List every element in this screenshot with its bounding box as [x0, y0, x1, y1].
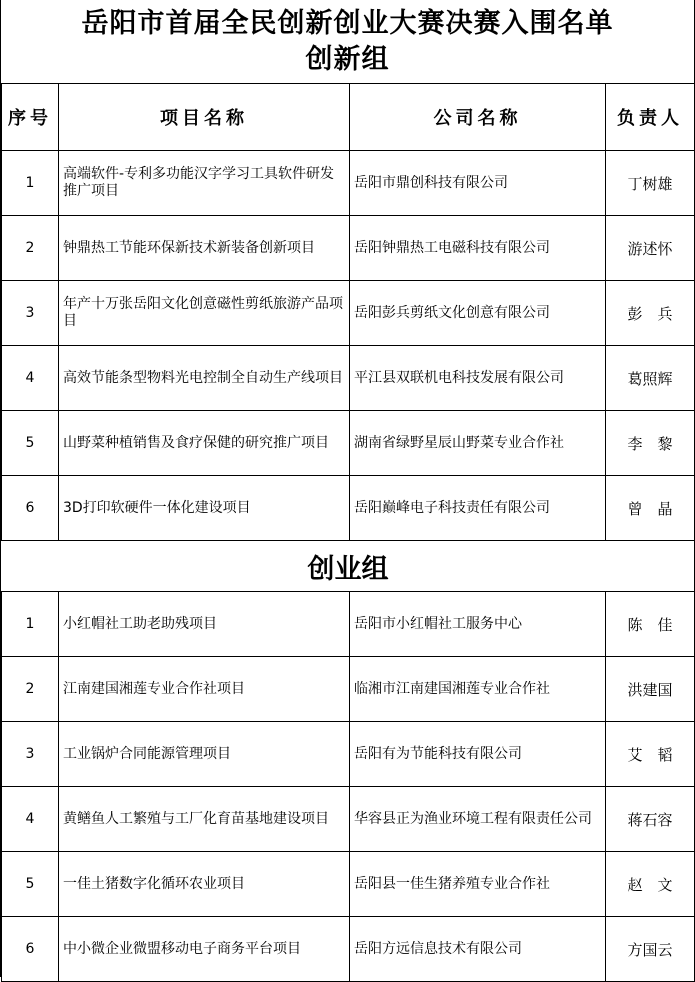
row-company: 岳阳巅峰电子科技责任有限公司 [350, 476, 606, 541]
row-leader: 方国云 [606, 917, 695, 982]
row-leader: 李 黎 [606, 411, 695, 476]
startup-section-title: 创业组 [2, 541, 695, 592]
table-row [2, 411, 695, 476]
row-company: 平江县双联机电科技发展有限公司 [350, 346, 606, 411]
row-leader: 曾 晶 [606, 476, 695, 541]
row-project: 高效节能条型物料光电控制全自动生产线项目 [59, 346, 350, 411]
page-title: 岳阳市首届全民创新创业大赛决赛入围名单 [81, 7, 614, 39]
row-index: 4 [2, 346, 59, 411]
row-index: 5 [2, 411, 59, 476]
row-company: 临湘市江南建国湘莲专业合作社 [350, 657, 606, 722]
row-project: 钟鼎热工节能环保新技术新装备创新项目 [59, 216, 350, 281]
row-index: 3 [2, 722, 59, 787]
row-project: 江南建国湘莲专业合作社项目 [59, 657, 350, 722]
header-company: 公司名称 [350, 84, 606, 151]
table-row [2, 476, 695, 541]
table-row [2, 657, 695, 722]
row-company: 岳阳市鼎创科技有限公司 [350, 151, 606, 216]
table-row [2, 917, 695, 982]
row-project: 中小微企业微盟移动电子商务平台项目 [59, 917, 350, 982]
row-index: 1 [2, 592, 59, 657]
row-leader: 蒋石容 [606, 787, 695, 852]
row-leader: 艾 韬 [606, 722, 695, 787]
row-company: 岳阳有为节能科技有限公司 [350, 722, 606, 787]
header-project: 项目名称 [59, 84, 350, 151]
row-project: 年产十万张岳阳文化创意磁性剪纸旅游产品项目 [59, 281, 350, 346]
row-index: 4 [2, 787, 59, 852]
row-project: 一佳土猪数字化循环农业项目 [59, 852, 350, 917]
table-row [2, 216, 695, 281]
table-row [2, 592, 695, 657]
row-project: 3D打印软硬件一体化建设项目 [59, 476, 350, 541]
finalist-table [1, 83, 695, 982]
row-company: 岳阳方远信息技术有限公司 [350, 917, 606, 982]
row-company: 岳阳县一佳生猪养殖专业合作社 [350, 852, 606, 917]
row-index: 3 [2, 281, 59, 346]
startup-section-row [2, 541, 695, 592]
header-index: 序号 [2, 84, 59, 151]
row-company: 岳阳市小红帽社工服务中心 [350, 592, 606, 657]
title-block [1, 0, 694, 83]
header-leader: 负责人 [606, 84, 695, 151]
row-company: 湖南省绿野星辰山野菜专业合作社 [350, 411, 606, 476]
row-leader: 赵 文 [606, 852, 695, 917]
row-leader: 游述怀 [606, 216, 695, 281]
row-company: 岳阳彭兵剪纸文化创意有限公司 [350, 281, 606, 346]
table-row [2, 151, 695, 216]
row-index: 2 [2, 216, 59, 281]
row-index: 2 [2, 657, 59, 722]
table-row [2, 722, 695, 787]
innovation-section-title: 创新组 [305, 43, 390, 75]
table-row [2, 281, 695, 346]
row-company: 岳阳钟鼎热工电磁科技有限公司 [350, 216, 606, 281]
row-index: 1 [2, 151, 59, 216]
row-project: 工业锅炉合同能源管理项目 [59, 722, 350, 787]
row-project: 黄鳝鱼人工繁殖与工厂化育苗基地建设项目 [59, 787, 350, 852]
table-row [2, 852, 695, 917]
header-row [2, 84, 695, 151]
row-index: 6 [2, 917, 59, 982]
row-index: 5 [2, 852, 59, 917]
row-leader: 陈 佳 [606, 592, 695, 657]
row-company: 华容县正为渔业环境工程有限责任公司 [350, 787, 606, 852]
table-row [2, 346, 695, 411]
row-leader: 葛照辉 [606, 346, 695, 411]
row-leader: 洪建国 [606, 657, 695, 722]
table-row [2, 787, 695, 852]
row-project: 小红帽社工助老助残项目 [59, 592, 350, 657]
row-index: 6 [2, 476, 59, 541]
row-project: 山野菜种植销售及食疗保健的研究推广项目 [59, 411, 350, 476]
row-leader: 丁树雄 [606, 151, 695, 216]
row-leader: 彭 兵 [606, 281, 695, 346]
row-project: 高端软件-专利多功能汉字学习工具软件研发推广项目 [59, 151, 350, 216]
